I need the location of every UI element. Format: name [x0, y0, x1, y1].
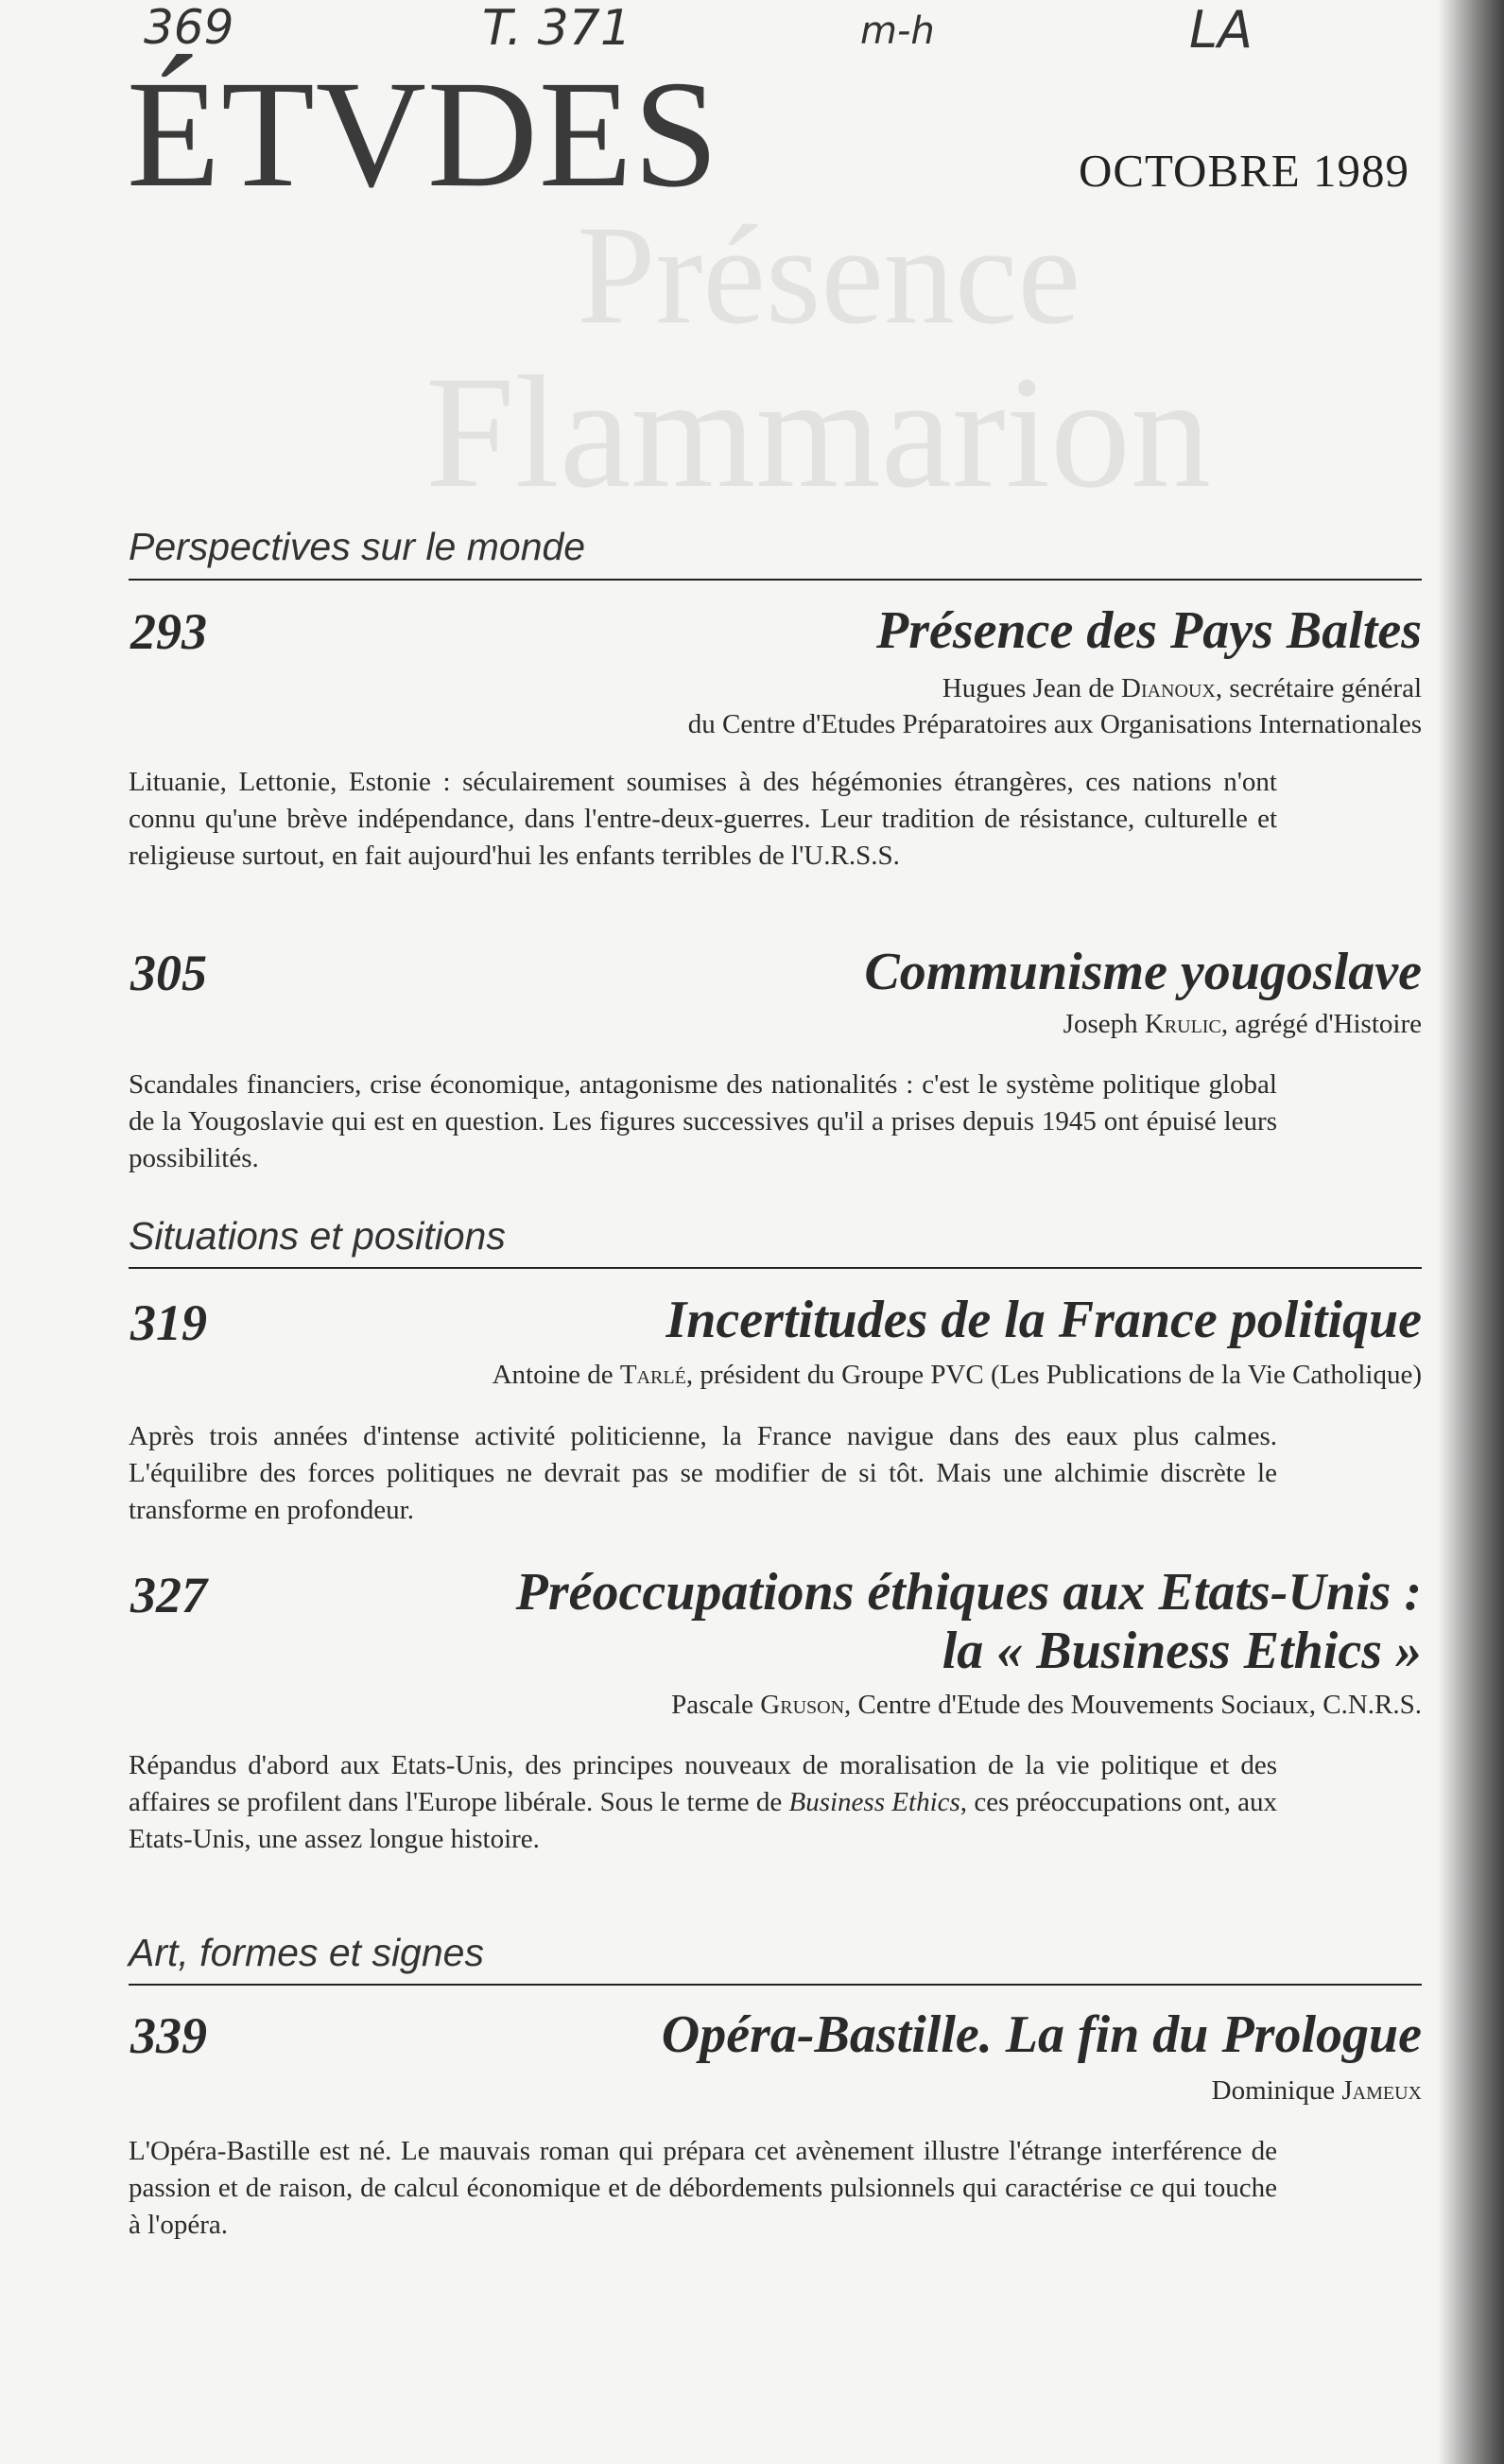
article-page-number: 293 [130, 603, 207, 660]
article-title: Opéra-Bastille. La fin du Prologue [661, 2005, 1422, 2064]
article-abstract: L'Opéra-Bastille est né. Le mauvais roman qui prépara cet avènement illustre l'étrange interférence de passion et de raison, de calcul économique et de débordements pulsionnels qui caractérise ce qui touche à l'opéra. [129, 2136, 1277, 2240]
article-title: Communisme yougoslave [864, 943, 1422, 1001]
article-title-line: Préoccupations éthiques aux Etats-Unis : [515, 1563, 1422, 1622]
article-abstract: Lituanie, Lettonie, Estonie : séculairement soumises à des hégémonies étrangères, ces nations n'ont connu qu'une brève indépendance, dans l'entre-deux-guerres. Leur tradition de résistance, culturelle et religieuse surtout, en fait aujourd'hui les enfants terribles de l'U.R.S.S. [129, 767, 1277, 871]
handwritten-note: 369 [144, 0, 234, 55]
article-page-number: 327 [130, 1567, 207, 1623]
masthead: ÉTVDES [127, 50, 719, 219]
handwritten-note: LA [1189, 0, 1253, 60]
section-rule [129, 1984, 1422, 1986]
section-rule [129, 1267, 1422, 1269]
article-title-line: la « Business Ethics » [942, 1622, 1422, 1680]
page-edge-shadow [1438, 0, 1504, 2464]
section-heading: Perspectives sur le monde [129, 525, 586, 568]
article-page-number: 305 [130, 945, 207, 1001]
article-abstract: Scandales financiers, crise économique, antagonisme des nationalités : c'est le système politique global de la Yougoslavie qui est en question. Les figures successives qu'il a prises depuis 1945 ont épuisé leurs possibilités. [129, 1069, 1277, 1173]
section-heading: Situations et positions [129, 1214, 506, 1258]
handwritten-note: m-h [860, 9, 935, 53]
show-through-text: Présence [577, 197, 1081, 354]
article-page-number: 339 [130, 2007, 207, 2064]
article-author-affiliation: du Centre d'Etudes Préparatoires aux Organisations Internationales [687, 709, 1422, 739]
article-author: Hugues Jean de Dianoux, secrétaire général [942, 673, 1422, 703]
article-title: Présence des Pays Baltes [876, 601, 1422, 660]
article-author: Pascale Gruson, Centre d'Etude des Mouvements Sociaux, C.N.R.S. [671, 1690, 1422, 1720]
section-heading: Art, formes et signes [129, 1931, 484, 1974]
handwritten-note: T. 371 [482, 0, 631, 57]
article-author: Joseph Krulic, agrégé d'Histoire [1063, 1009, 1422, 1039]
show-through-text: Flammarion [425, 343, 1211, 521]
article-author: Dominique Jameux [1211, 2075, 1422, 2106]
article-abstract: Répandus d'abord aux Etats-Unis, des principes nouveaux de moralisation de la vie politique et des affaires se profilent dans l'Europe libérale. Sous le terme de Business Ethics, ces préoccupations ont, aux Etats-Unis, une assez longue histoire. [129, 1750, 1277, 1854]
issue-date: OCTOBRE 1989 [1078, 145, 1409, 197]
article-abstract: Après trois années d'intense activité politicienne, la France navigue dans des eaux plus calmes. L'équilibre des forces politiques ne devrait pas se modifier de si tôt. Mais une alchimie discrète le transforme en profondeur. [129, 1421, 1277, 1525]
article-author: Antoine de Tarlé, président du Groupe PVC (Les Publications de la Vie Catholique) [492, 1360, 1422, 1390]
article-page-number: 319 [130, 1294, 207, 1351]
article-title: Incertitudes de la France politique [666, 1291, 1422, 1349]
section-rule [129, 579, 1422, 581]
